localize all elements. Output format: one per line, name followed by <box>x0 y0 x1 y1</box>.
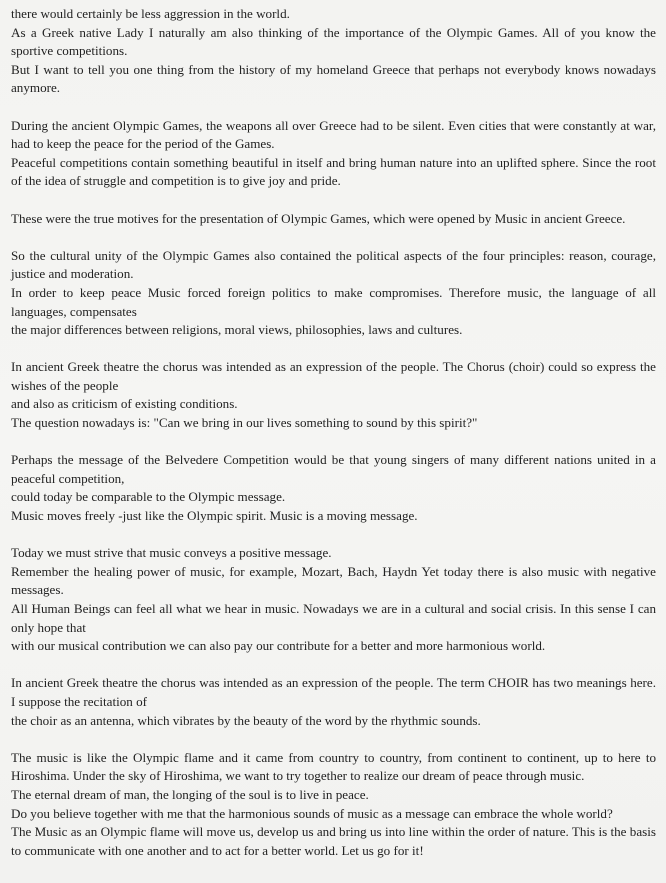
text-line: During the ancient Olympic Games, the weapons all over Greece had to be silent. Even cities that were constantly at war, had to keep the peace for the period of the Games. <box>11 117 656 152</box>
text-line: the choir as an antenna, which vibrates by the beauty of the word by the rhythmic sounds. <box>11 712 481 728</box>
text-line: and also as criticism of existing conditions. <box>11 396 238 412</box>
text-line: In ancient Greek theatre the chorus was intended as an expression of the people. The term CHOIR has two meanings here. I suppose the recitation of <box>11 675 656 709</box>
text-line: there would certainly be less aggression in the world. <box>11 6 290 21</box>
paragraph <box>11 674 656 730</box>
paragraph <box>11 451 656 525</box>
paragraph <box>11 210 656 229</box>
text-line: Peaceful competitions contain something beautiful in itself and bring human nature into an uplifted sphere. Since the root of the idea of struggle and competition is to give joy and pride. <box>11 154 656 189</box>
text-line: As a Greek native Lady I naturally am also thinking of the importance of the Olympic Games. All of you know the sportive competitions. <box>11 24 656 59</box>
text-line: The Music as an Olympic flame will move us, develop us and bring us into line within the order of nature. This is the basis to communicate with one another and to act for a better world. Let us go for it! <box>11 824 656 858</box>
paragraph <box>11 544 656 656</box>
text-line: In ancient Greek theatre the chorus was intended as an expression of the people. The Chorus (choir) could so express the wishes of the people <box>11 359 656 393</box>
text-line: with our musical contribution we can also pay our contribute for a better and more harmonious world. <box>11 638 546 654</box>
text-line: Perhaps the message of the Belvedere Competition would be that young singers of many different nations united in a peaceful competition, <box>11 452 656 486</box>
text-line: So the cultural unity of the Olympic Games also contained the political aspects of the four principles: reason, courage, justice and moderation. <box>11 247 656 282</box>
text-line: The eternal dream of man, the longing of the soul is to live in peace. <box>11 786 369 802</box>
text-line: the major differences between religions, moral views, philosophies, laws and cultures. <box>11 322 463 338</box>
paragraph <box>11 117 656 191</box>
text-line: could today be comparable to the Olympic message. <box>11 489 286 505</box>
text-line: But I want to tell you one thing from the history of my homeland Greece that perhaps not everybody knows nowadays anymore. <box>11 61 656 96</box>
text-line: Do you believe together with me that the harmonious sounds of music as a message can embrace the whole world? <box>11 805 613 821</box>
text-line: In order to keep peace Music forced foreign politics to make compromises. Therefore music, the language of all languages, compensates <box>11 284 656 319</box>
text-line: Remember the healing power of music, for example, Mozart, Bach, Haydn Yet today there is also music with negative messages. <box>11 563 656 598</box>
text-line: The question nowadays is: "Can we bring in our lives something to sound by this spirit?" <box>11 415 478 431</box>
paragraph <box>11 247 656 340</box>
text-line: All Human Beings can feel all what we hear in music. Nowadays we are in a cultural and social crisis. In this sense I can only hope that <box>11 601 656 635</box>
text-line: The music is like the Olympic flame and it came from country to country, from continent to continent, up to here to Hiroshima. Under the sky of Hiroshima, we want to try together to realize our dream of peace through music. <box>11 749 656 784</box>
paragraph <box>11 749 656 861</box>
text-line: These were the true motives for the presentation of Olympic Games, which were opened by Music in ancient Greece. <box>11 210 626 226</box>
paragraph <box>11 358 656 432</box>
text-line: Music moves freely -just like the Olympic spirit. Music is a moving message. <box>11 508 418 524</box>
text-line: Today we must strive that music conveys a positive message. <box>11 545 332 561</box>
paragraph <box>11 5 656 98</box>
